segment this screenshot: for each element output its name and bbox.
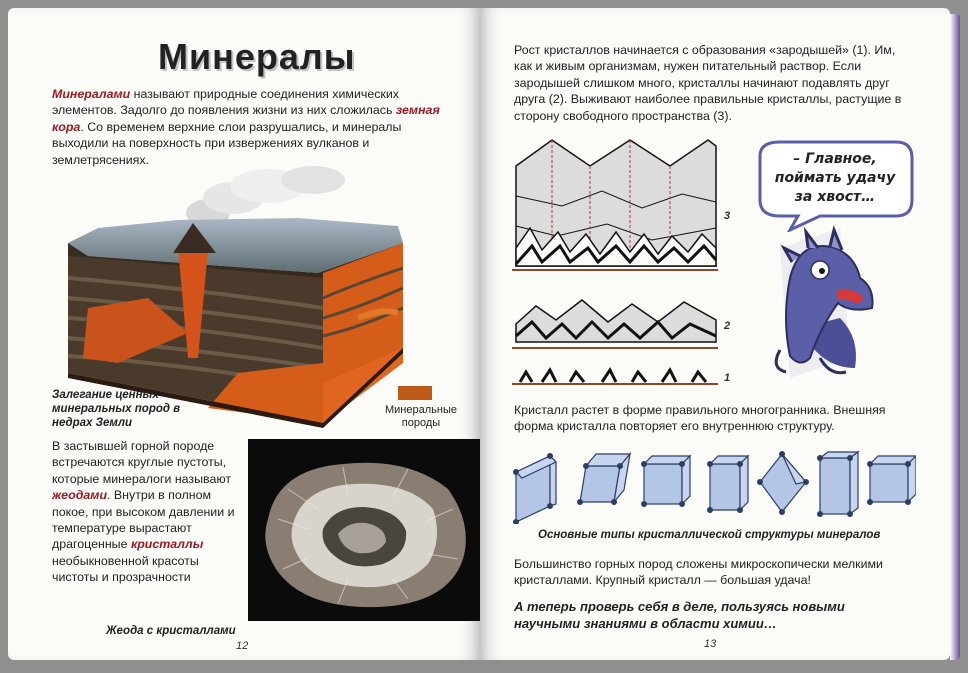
- stage-2-crystals: [512, 300, 718, 348]
- geode-text-3: необыкновенной красоты чистоты и прозрачности: [52, 553, 199, 585]
- term-crystals: кристаллы: [130, 537, 204, 552]
- geode-photo: [248, 439, 480, 621]
- term-crust: земная кора: [52, 103, 440, 134]
- dragon-mascot: [760, 218, 910, 388]
- page-title: Минералы: [158, 36, 356, 77]
- illustration-caption: Залегание ценных минеральных пород в недрах Земли: [52, 389, 181, 429]
- stage-label-3: 3: [724, 210, 731, 222]
- book-edge: [950, 14, 960, 660]
- term-minerals: Минералами: [52, 87, 131, 101]
- page-number-left: 12: [236, 640, 249, 652]
- stage-3-crystals: [512, 140, 718, 270]
- stage-label-2: 2: [724, 320, 731, 332]
- small-crystals-paragraph: Большинство горных пород сложены микроскопически мелкими кристаллами. Крупный кристалл — большая удача!: [514, 557, 883, 588]
- crystal-growth-diagram: [512, 136, 731, 388]
- stage-1-crystals: [512, 370, 718, 384]
- shape-paragraph: Кристалл растет в форме правильного многогранника. Внешняя форма кристалла повторяет его внутреннюю структуру.: [514, 403, 886, 434]
- page-number-right: 13: [704, 638, 717, 650]
- lattice-caption: Основные типы кристаллической структуры минералов: [538, 529, 881, 541]
- legend: [385, 386, 468, 429]
- geode-text-2: . Внутри в полном покое, при высоком давлении и температуре вырастают драгоценные: [52, 488, 235, 552]
- growth-paragraph: Рост кристаллов начинается с образования «зародышей» (1). Им, как и живым организмам, нужен питательный раствор. Если зародышей слишком много, кристаллы начинают подавлять друг друга (2). Выживают наиболее правильные кристаллы, растущие в сторону свободного пространства (3).: [514, 43, 902, 123]
- left-page: [8, 8, 480, 660]
- term-geodes: жеодами: [52, 488, 108, 503]
- intro-text-1: называют природные соединения химических элементов. Задолго до появления жизни из них сложилась: [52, 87, 399, 118]
- intro-text-2: . Со временем верхние слои разрушались, и минералы выходили на поверхность при извержениях вулканов и землетрясениях.: [52, 119, 402, 167]
- photo-caption: Жеода с кристаллами: [106, 625, 236, 637]
- right-page: [480, 8, 950, 660]
- speech-bubble-text: – Главное, поймать удачу за хвост…: [774, 151, 896, 205]
- legend-swatch: [398, 386, 432, 400]
- stage-label-1: 1: [724, 372, 731, 384]
- geode-text-1: В застывшей горной породе встречаются круглые пустоты, которые минералоги называют: [52, 439, 232, 486]
- crystal-lattice-icon: [516, 452, 916, 522]
- geode-paragraph: [52, 438, 240, 586]
- final-call: А теперь проверь себя в деле, пользуясь новыми научными знаниями в области химии…: [514, 599, 845, 631]
- legend-label: Минеральные породы: [385, 404, 457, 429]
- intro-paragraph: [52, 86, 460, 168]
- crystal-lattice-row: [510, 444, 916, 524]
